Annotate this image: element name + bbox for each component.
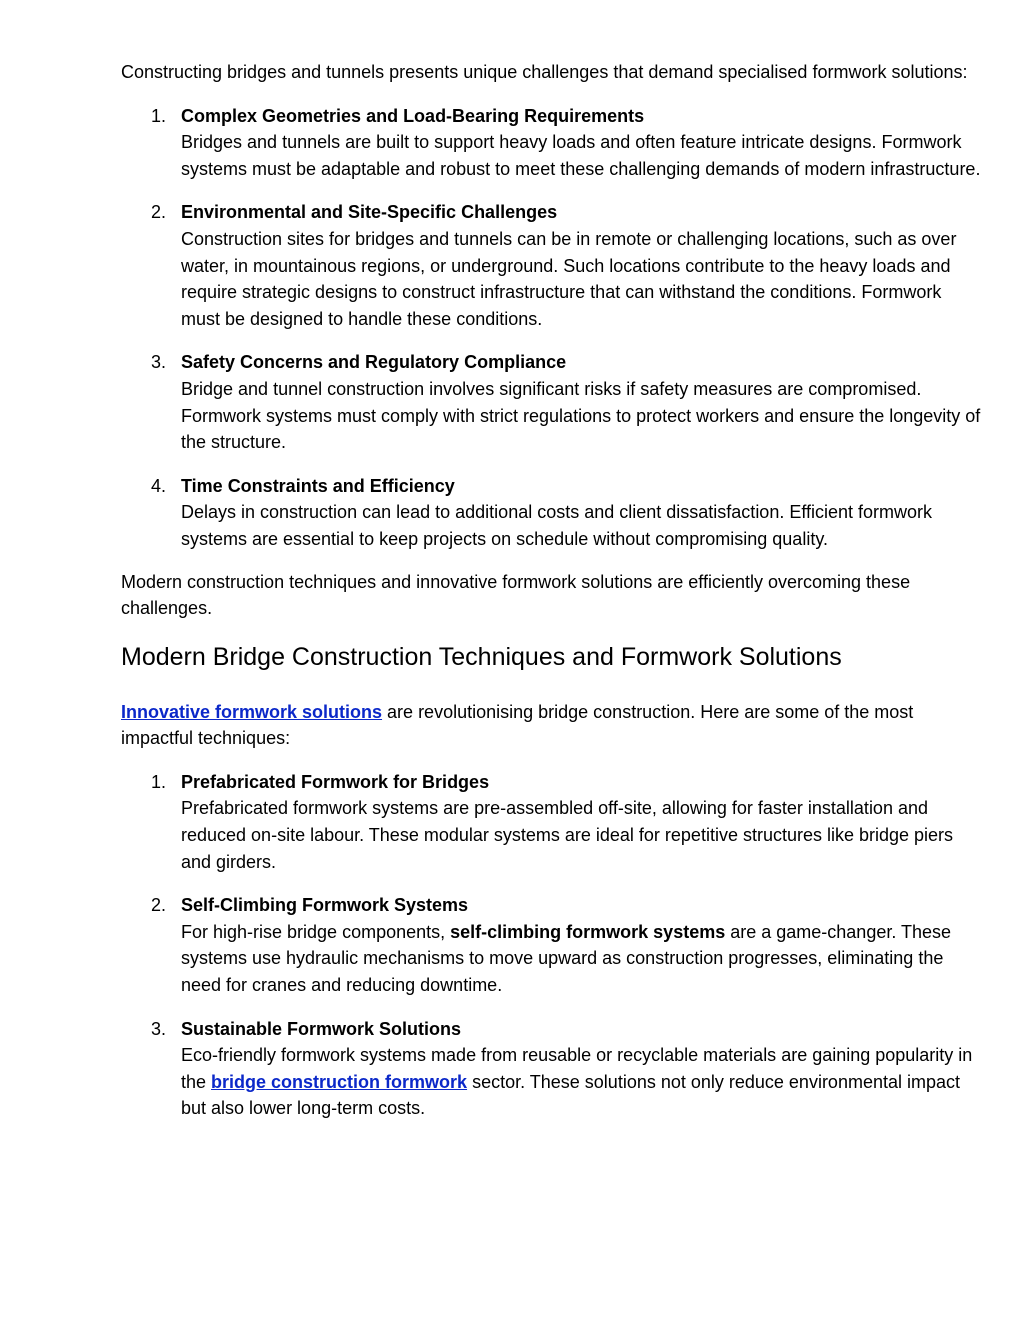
technique-title: Self-Climbing Formwork Systems bbox=[181, 895, 469, 916]
challenges-list bbox=[121, 103, 981, 553]
list-number: 1. bbox=[151, 105, 167, 126]
list-number: 1. bbox=[151, 771, 167, 792]
challenge-body: Bridge and tunnel construction involves significant risks if safety measures are compromised. Formwork systems must comply with strict regulations to protect workers and ensure the longevity of the structure. bbox=[181, 378, 981, 453]
challenge-body: Construction sites for bridges and tunnels can be in remote or challenging locations, such as over water, in mountainous regions, or underground. Such locations contribute to the heavy loads and require strategic designs to construct infrastructure that can withstand the conditions. Formwork must be designed to handle these conditions. bbox=[181, 228, 957, 329]
challenge-title: Time Constraints and Efficiency bbox=[181, 475, 455, 496]
challenge-item bbox=[121, 103, 981, 183]
section-heading: Modern Bridge Construction Techniques and Formwork Solutions bbox=[121, 642, 842, 671]
technique-title: Sustainable Formwork Solutions bbox=[181, 1018, 462, 1039]
list-number: 2. bbox=[151, 202, 167, 223]
list-number: 4. bbox=[151, 475, 167, 496]
challenge-title: Safety Concerns and Regulatory Compliance bbox=[181, 352, 567, 373]
technique-item bbox=[121, 1016, 981, 1122]
section-intro-text: are revolutionising bridge construction. Here are some of the most impactful techniques: bbox=[121, 701, 914, 749]
techniques-list bbox=[121, 769, 981, 1122]
challenge-item bbox=[121, 199, 981, 332]
list-number: 3. bbox=[151, 1018, 167, 1039]
technique-body-text: Eco-friendly formwork systems made from reusable or recyclable materials are gaining popularity in the bbox=[181, 1045, 973, 1092]
technique-body bbox=[181, 1042, 981, 1122]
challenge-body: Bridges and tunnels are built to support heavy loads and often feature intricate designs. Formwork systems must be adaptable and robust to meet these challenging demands of modern infrastructure. bbox=[181, 132, 981, 179]
challenge-title: Environmental and Site-Specific Challenges bbox=[181, 202, 558, 223]
innovative-formwork-link[interactable]: Innovative formwork solutions bbox=[121, 701, 383, 722]
bridge-construction-formwork-link[interactable]: bridge construction formwork bbox=[211, 1071, 468, 1092]
technique-body: Prefabricated formwork systems are pre-assembled off-site, allowing for faster installation and reduced on-site labour. These modular systems are ideal for repetitive structures like bridge piers and girders. bbox=[181, 798, 954, 872]
transition-paragraph: Modern construction techniques and innovative formwork solutions are efficiently overcoming these challenges. bbox=[121, 571, 911, 619]
intro-paragraph: Constructing bridges and tunnels presents unique challenges that demand specialised formwork solutions: bbox=[121, 62, 968, 82]
section-intro-paragraph bbox=[121, 699, 981, 752]
list-number: 2. bbox=[151, 895, 167, 916]
technique-item bbox=[121, 892, 981, 998]
technique-body bbox=[181, 919, 981, 999]
technique-item bbox=[121, 769, 981, 875]
technique-body-text: sector. These solutions not only reduce environmental impact but also lower long-term costs. bbox=[181, 1071, 960, 1119]
technique-title: Prefabricated Formwork for Bridges bbox=[181, 771, 490, 792]
challenge-item bbox=[121, 349, 981, 455]
document-page bbox=[121, 59, 981, 1139]
challenge-item bbox=[121, 473, 981, 553]
list-number: 3. bbox=[151, 352, 167, 373]
challenge-title: Complex Geometries and Load-Bearing Requirements bbox=[181, 105, 645, 126]
technique-body-emphasis: self-climbing formwork systems bbox=[450, 921, 726, 942]
technique-body-text: are a game-changer. These systems use hydraulic mechanisms to move upward as construction progresses, eliminating the need for cranes and reducing downtime. bbox=[181, 921, 952, 996]
challenge-body: Delays in construction can lead to additional costs and client dissatisfaction. Efficient formwork systems are essential to keep projects on schedule without compromising quality. bbox=[181, 502, 933, 549]
technique-body-text: For high-rise bridge components, bbox=[181, 921, 451, 942]
